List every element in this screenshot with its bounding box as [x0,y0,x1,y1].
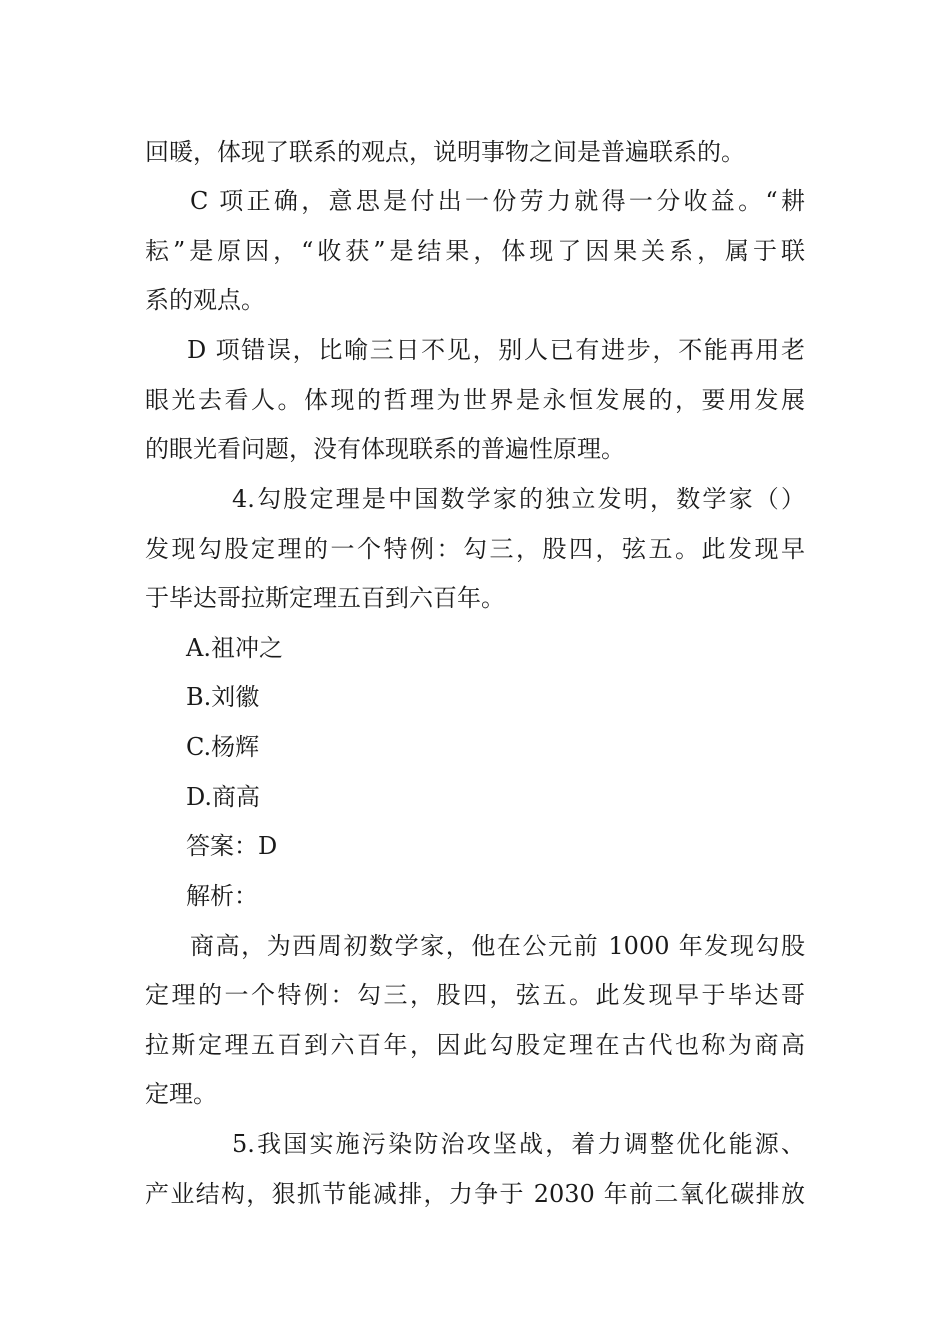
text-line: C 项正确，意思是付出一份劳力就得一分收益。“耕 [190,187,805,215]
option-c: C.杨辉 [186,733,260,761]
text-line: 于毕达哥拉斯定理五百到六百年。 [145,584,505,612]
option-b: B.刘徽 [186,683,260,711]
text-line: 拉斯定理五百到六百年，因此勾股定理在古代也称为商高 [145,1031,805,1059]
text-line: 定理。 [145,1080,217,1108]
text-line: 耘”是原因，“收获”是结果，体现了因果关系，属于联 [145,237,805,265]
question-4-stem: 4.勾股定理是中国数学家的独立发明，数学家（） [232,485,805,513]
text-line: 商高，为西周初数学家，他在公元前 1000 年发现勾股 [190,932,805,960]
analysis-label: 解析： [186,882,258,910]
option-a: A.祖冲之 [186,634,283,662]
text-line: 系的观点。 [145,286,265,314]
text-line: 眼光去看人。体现的哲理为世界是永恒发展的，要用发展 [145,386,805,414]
text-line: 的眼光看问题，没有体现联系的普遍性原理。 [145,435,625,463]
option-d: D.商高 [186,783,261,811]
text-line: 发现勾股定理的一个特例：勾三，股四，弦五。此发现早 [145,535,805,563]
answer: 答案：D [186,832,278,860]
text-line: 定理的一个特例：勾三，股四，弦五。此发现早于毕达哥 [145,981,805,1009]
text-line: 回暖，体现了联系的观点，说明事物之间是普遍联系的。 [145,138,745,166]
text-line: D 项错误，比喻三日不见，别人已有进步，不能再用老 [187,336,805,364]
text-line: 产业结构，狠抓节能减排，力争于 2030 年前二氧化碳排放 [145,1180,805,1208]
question-5-stem: 5.我国实施污染防治攻坚战，着力调整优化能源、 [232,1130,805,1158]
